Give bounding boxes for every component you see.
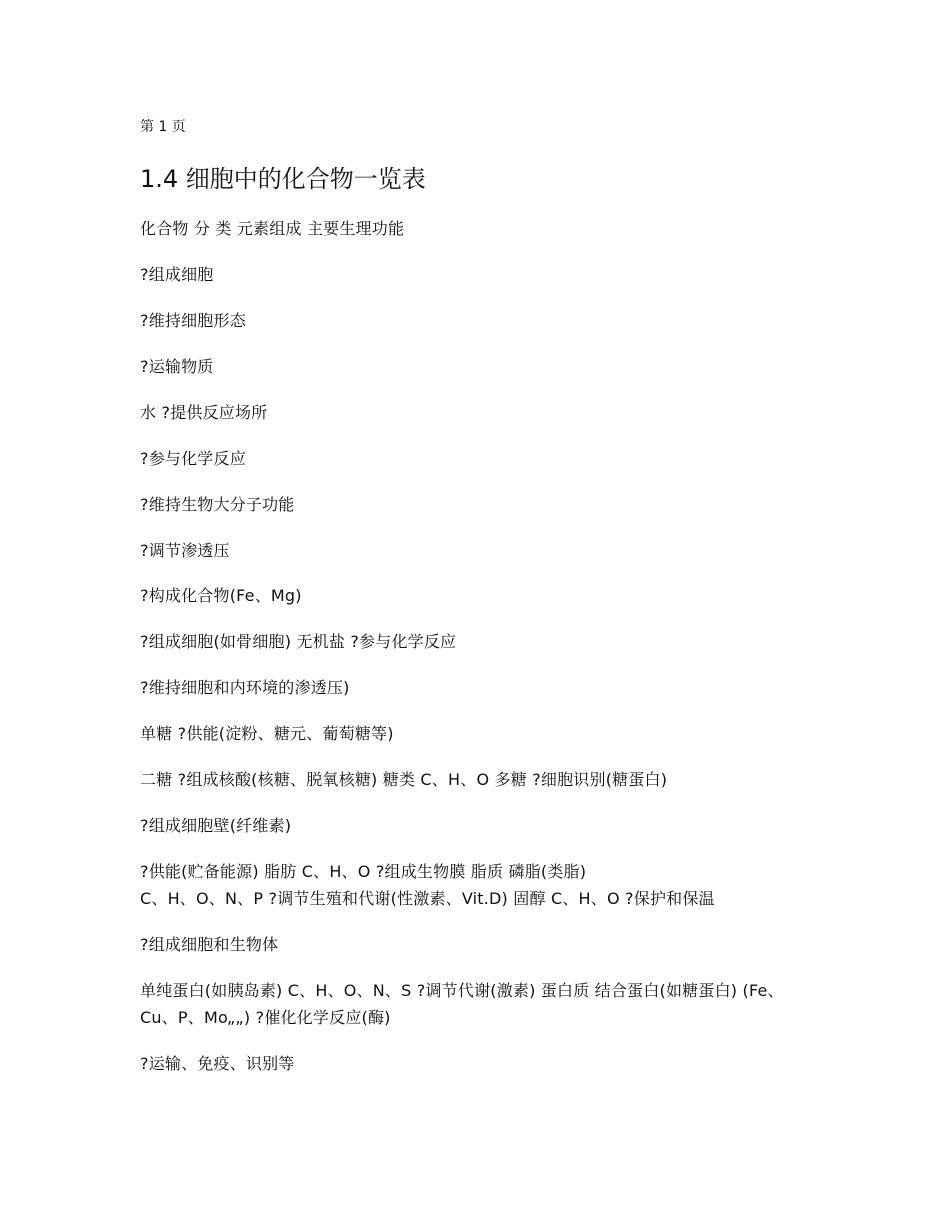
text-line: ?维持细胞形态 (140, 311, 246, 330)
text-line: ?维持细胞和内环境的渗透压) (140, 678, 350, 697)
text-line: ?组成细胞壁(纤维素) (140, 816, 292, 835)
text-line: ?组成细胞(如骨细胞) 无机盐 ?参与化学反应 (140, 632, 457, 651)
text-line: ?参与化学反应 (140, 449, 246, 468)
text-line: C、H、O、N、P ?调节生殖和代谢(性激素、Vit.D) 固醇 C、H、O ?保护和保温 (140, 889, 715, 908)
document-title: 1.4 细胞中的化合物一览表 (140, 165, 426, 193)
text-line: 水 ?提供反应场所 (140, 403, 268, 422)
text-line: 单糖 ?供能(淀粉、糖元、葡萄糖等) (140, 724, 394, 743)
text-line: ?组成细胞和生物体 (140, 935, 279, 954)
text-line: ?运输物质 (140, 357, 214, 376)
text-paragraph: 单纯蛋白(如胰岛素) C、H、O、N、S ?调节代谢(激素) 蛋白质 结合蛋白(如糖蛋白) (Fe、Cu、P、Mo„„) ?催化化学反应(酶) (140, 981, 784, 1027)
text-line: ?运输、免疫、识别等 (140, 1054, 295, 1073)
text-line: ?维持生物大分子功能 (140, 495, 295, 514)
text-line: ?调节渗透压 (140, 541, 230, 560)
text-line: 二糖 ?组成核酸(核糖、脱氧核糖) 糖类 C、H、O 多糖 ?细胞识别(糖蛋白) (140, 770, 668, 789)
text-line: ?供能(贮备能源) 脂肪 C、H、O ?组成生物膜 脂质 磷脂(类脂) (140, 862, 587, 881)
page-number-label: 第 1 页 (140, 119, 186, 135)
text-line: ?构成化合物(Fe、Mg) (140, 586, 302, 605)
text-line: ?组成细胞 (140, 265, 214, 284)
table-header-line: 化合物 分 类 元素组成 主要生理功能 (140, 219, 405, 238)
